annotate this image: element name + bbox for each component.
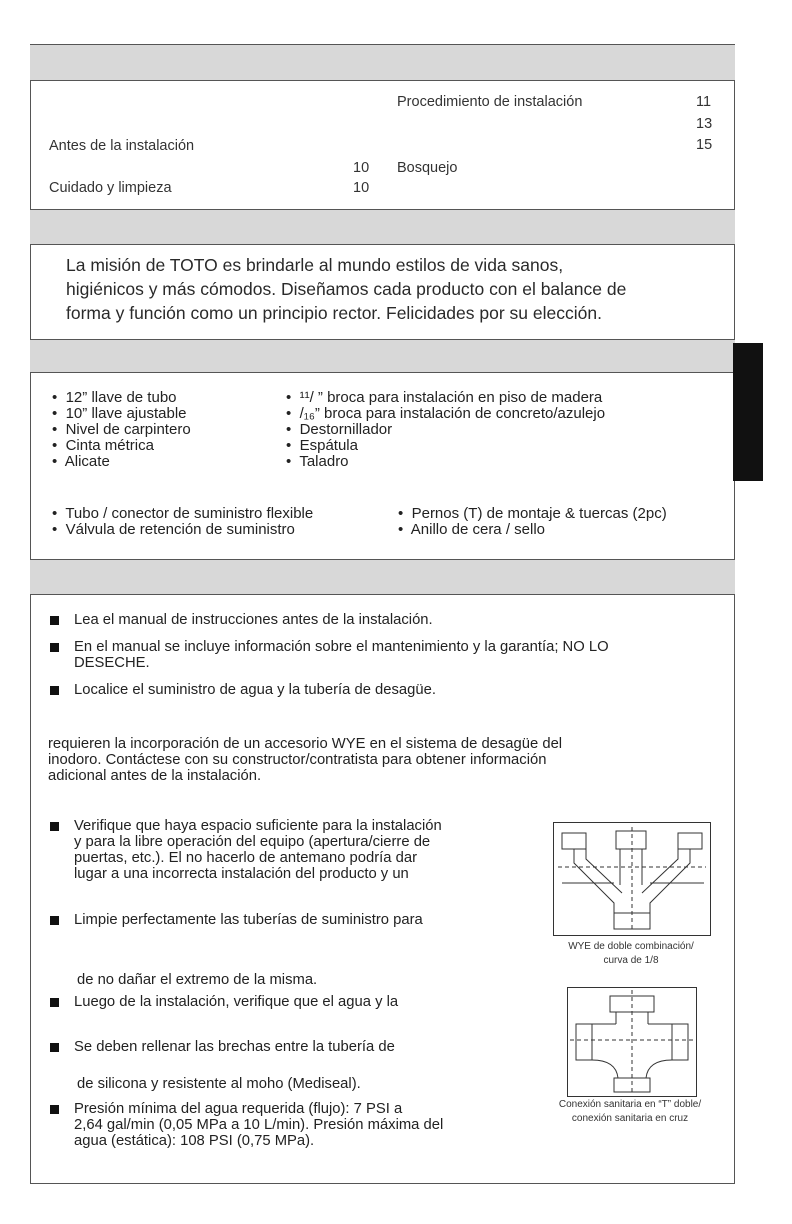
bullet-square-icon [50,686,59,695]
toc-before-page: 10 [353,160,370,176]
wye-caption-line-2: curva de 1/8 [603,955,659,966]
prep-note-line-1: requieren la incorporación de un accesorio WYE en el sistema de desagüe del [48,736,563,752]
tools-list-left [52,390,191,470]
tool-item: • Taladro [286,453,349,470]
materials-list-left [52,506,313,538]
toc-care-page: 10 [353,180,370,196]
tools-list-right [286,390,605,470]
prep-bullet-8-line-3: agua (estática): 108 PSI (0,75 MPa). [74,1133,315,1149]
mission-statement [66,253,696,325]
bullet-square-icon [50,1043,59,1052]
double-tee-caption-line-1: Conexión sanitaria en “T” doble/ [558,1099,702,1110]
prep-bullet-8-line-1: Presión mínima del agua requerida (flujo): 7 PSI a [74,1101,403,1117]
prep-bullet-6: Luego de la instalación, verifique que el agua y la [74,994,399,1010]
prep-bullet-5-cont: de no dañar el extremo de la misma. [77,972,318,988]
tool-item: • Cinta métrica [52,437,154,454]
double-tee-caption-line-2: conexión sanitaria en cruz [571,1113,689,1124]
toc-sketch: Bosquejo [397,160,458,176]
material-item: • Válvula de retención de suministro [52,521,295,538]
mission-line-3: forma y función como un principio rector. Felicidades por su elección. [66,303,602,323]
wye-caption-line-1: WYE de doble combinación/ [568,941,694,952]
bullet-square-icon [50,822,59,831]
mission-line-1: La misión de TOTO es brindarle al mundo estilos de vida sanos, [66,255,564,275]
tool-item: • Destornillador [286,421,393,438]
section-header-contents [30,44,735,81]
prep-bullet-4-line-2: y para la libre operación del equipo (apertura/cierre de [74,834,431,850]
prep-note-line-3: adicional antes de la instalación. [48,768,262,784]
section-header-tools [30,339,735,373]
bullet-square-icon [50,1105,59,1114]
bullet-square-icon [50,916,59,925]
bullet-square-icon [50,616,59,625]
toc-before-install: Antes de la instalación [49,138,195,154]
wye-fitting-icon [554,823,710,935]
section-header-intro [30,209,735,245]
materials-list-right [398,506,667,538]
material-item: • Anillo de cera / sello [398,521,546,538]
prep-bullet-4-line-3: puertas, etc.). El no hacerlo de antemano podría dar [74,850,418,866]
prep-bullet-4-line-1: Verifique que haya espacio suficiente para la instalación [74,818,442,834]
bullet-square-icon [50,998,59,1007]
toc-install-procedure: Procedimiento de instalación [397,94,583,110]
tool-item: • 10” llave ajustable [52,405,187,422]
tool-item: • Espátula [286,437,358,454]
material-item: • Pernos (T) de montaje & tuercas (2pc) [398,505,667,522]
prep-note-line-2: inodoro. Contáctese con su constructor/contratista para obtener información [48,752,547,768]
side-tab [733,343,763,481]
tool-item: • /₁₆” broca para instalación de concreto/azulejo [286,405,606,422]
prep-bullet-2-line-1: En el manual se incluye información sobre el mantenimiento y la garantía; NO LO [74,639,609,655]
tool-item: • ¹¹/ ” broca para instalación en piso de madera [286,389,603,406]
prep-bullet-3: Localice el suministro de agua y la tubería de desagüe. [74,682,436,698]
toc-install-page: 11 [696,94,712,110]
tool-item: • Nivel de carpintero [52,421,191,438]
toc-page-15: 15 [696,137,713,153]
double-tee-caption [530,1098,730,1126]
section-header-prep [30,559,735,595]
prep-bullet-8-line-2: 2,64 gal/min (0,05 MPa a 10 L/min). Presión máxima del [74,1117,444,1133]
prep-bullet-2-line-2: DESECHE. [74,655,150,671]
prep-bullet-5: Limpie perfectamente las tuberías de suministro para [74,912,423,928]
prep-bullet-7-cont: de silicona y resistente al moho (Mediseal). [77,1076,361,1092]
wye-fitting-diagram [553,822,711,936]
prep-bullet-4-line-4: lugar a una incorrecta instalación del producto y un [74,866,409,882]
toc-page-13: 13 [696,116,713,132]
mission-line-2: higiénicos y más cómodos. Diseñamos cada producto con el balance de [66,279,627,299]
toc-care: Cuidado y limpieza [49,180,172,196]
tool-item: • Alicate [52,453,110,470]
tool-item: • 12” llave de tubo [52,389,177,406]
double-tee-icon [568,988,696,1096]
prep-bullet-7: Se deben rellenar las brechas entre la tubería de [74,1039,395,1055]
material-item: • Tubo / conector de suministro flexible [52,505,314,522]
wye-caption [545,940,717,968]
prep-bullet-1: Lea el manual de instrucciones antes de la instalación. [74,612,433,628]
bullet-square-icon [50,643,59,652]
double-tee-diagram [567,987,697,1097]
